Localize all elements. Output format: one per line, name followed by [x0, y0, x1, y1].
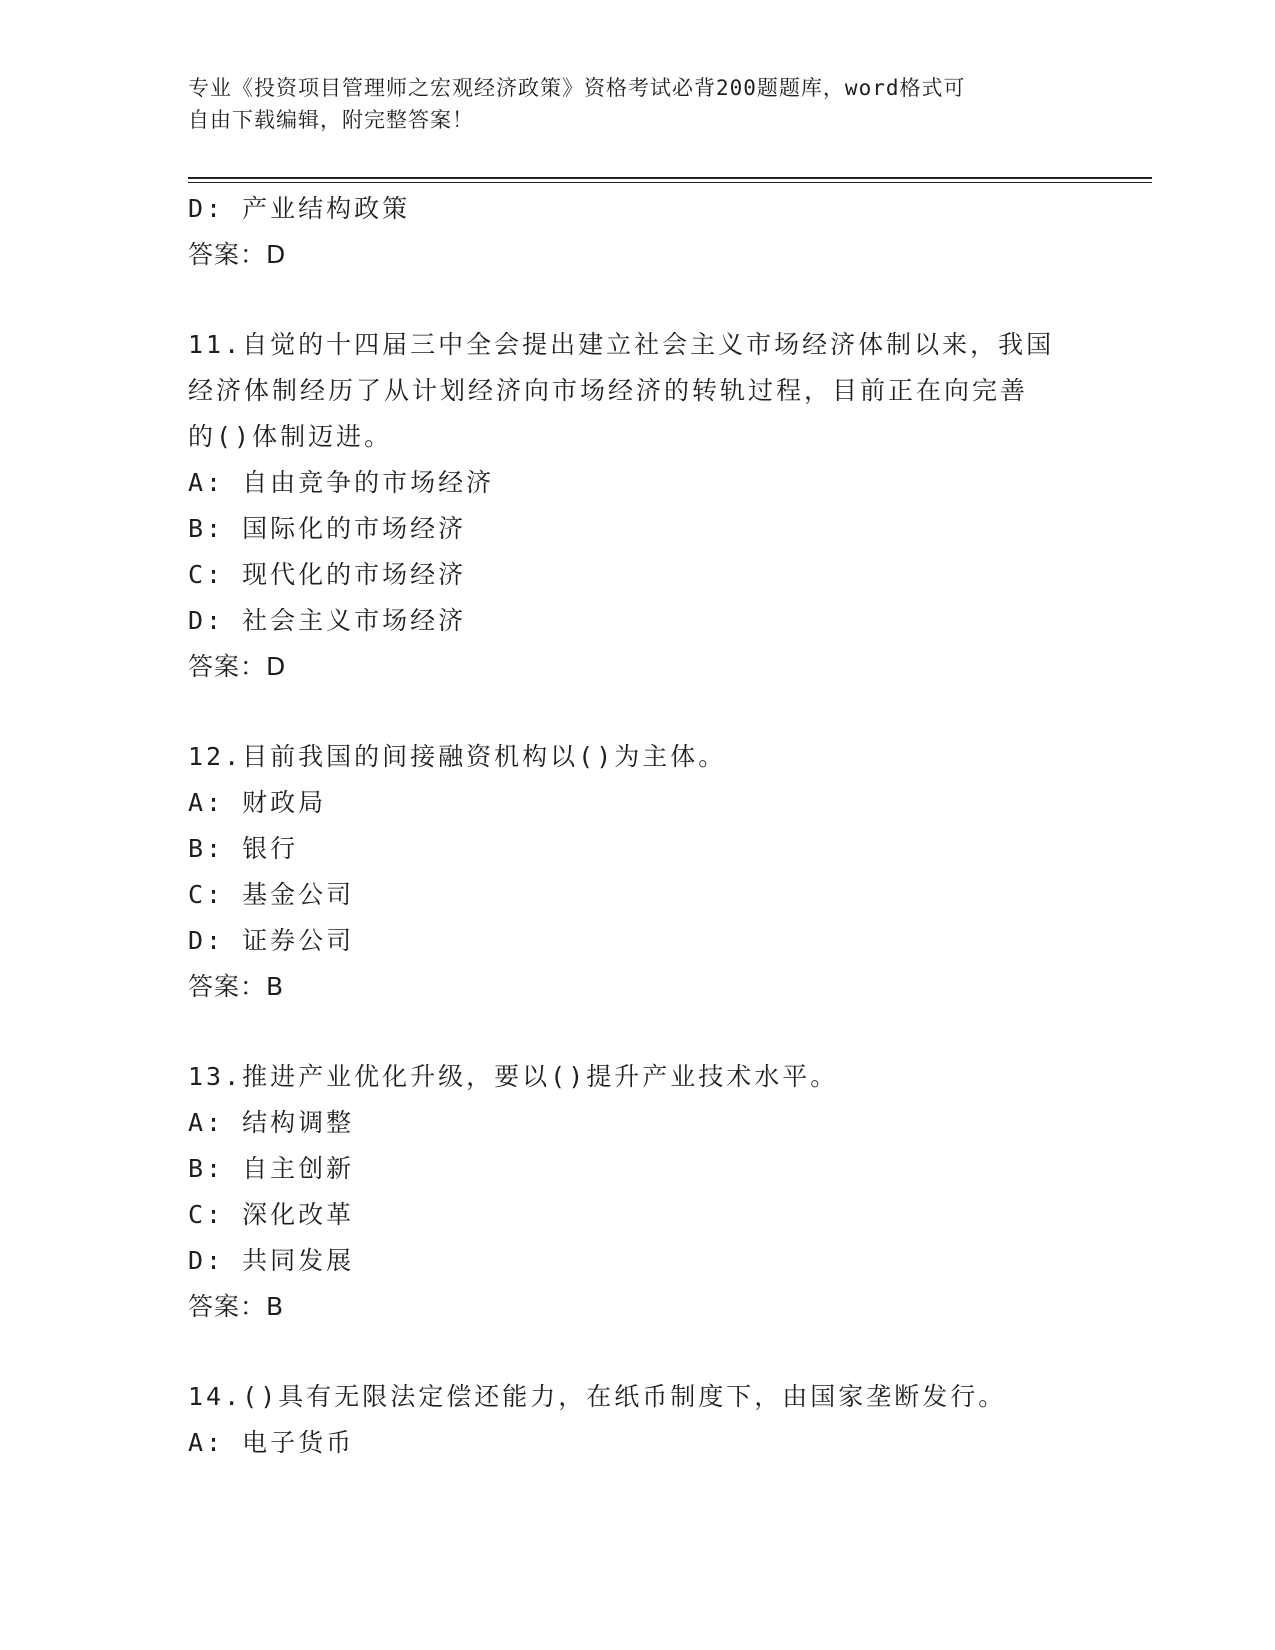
option-b: B: 银行	[188, 834, 299, 863]
question-stem-line: 经济体制经历了从计划经济向市场经济的转轨过程，目前正在向完善	[188, 376, 1029, 405]
header-divider-thick	[188, 177, 1152, 179]
option-b: B: 国际化的市场经济	[188, 514, 467, 543]
option-a: A: 自由竞争的市场经济	[188, 468, 495, 497]
option-a: A: 结构调整	[188, 1108, 355, 1137]
answer-line: 答案：D	[188, 652, 287, 681]
option-c: C: 深化改革	[188, 1200, 355, 1229]
option-d: D: 共同发展	[188, 1246, 355, 1275]
spacer	[188, 690, 1088, 734]
document-header	[188, 72, 1068, 136]
spacer	[188, 1010, 1088, 1054]
option-d: D: 证券公司	[188, 926, 355, 955]
option-c: C: 现代化的市场经济	[188, 560, 467, 589]
question-stem-line: 12.目前我国的间接融资机构以()为主体。	[188, 742, 727, 771]
spacer	[188, 1330, 1088, 1374]
header-line-1: 专业《投资项目管理师之宏观经济政策》资格考试必背200题题库，word格式可	[188, 76, 966, 100]
question-stem-line: 的()体制迈进。	[188, 422, 393, 451]
option-a: A: 电子货币	[188, 1428, 355, 1457]
option-b: B: 自主创新	[188, 1154, 355, 1183]
question-14	[188, 1374, 1088, 1466]
header-line-2: 自由下载编辑，附完整答案！	[188, 108, 474, 132]
question-11	[188, 322, 1088, 690]
spacer	[188, 278, 1088, 322]
question-13	[188, 1054, 1088, 1330]
option-c: C: 基金公司	[188, 880, 355, 909]
question-content	[188, 186, 1088, 1466]
header-divider-thin	[188, 182, 1152, 183]
answer-line: 答案：B	[188, 972, 285, 1001]
option-d: D: 产业结构政策	[188, 194, 411, 223]
option-a: A: 财政局	[188, 788, 327, 817]
question-stem-line: 14.()具有无限法定偿还能力，在纸币制度下，由国家垄断发行。	[188, 1382, 1007, 1411]
question-stem-line: 11.自觉的十四届三中全会提出建立社会主义市场经济体制以来，我国	[188, 330, 1055, 359]
option-d: D: 社会主义市场经济	[188, 606, 467, 635]
answer-line: 答案：D	[188, 240, 287, 269]
question-12	[188, 734, 1088, 1010]
answer-line: 答案：B	[188, 1292, 285, 1321]
question-stem-line: 13.推进产业优化升级，要以()提升产业技术水平。	[188, 1062, 839, 1091]
